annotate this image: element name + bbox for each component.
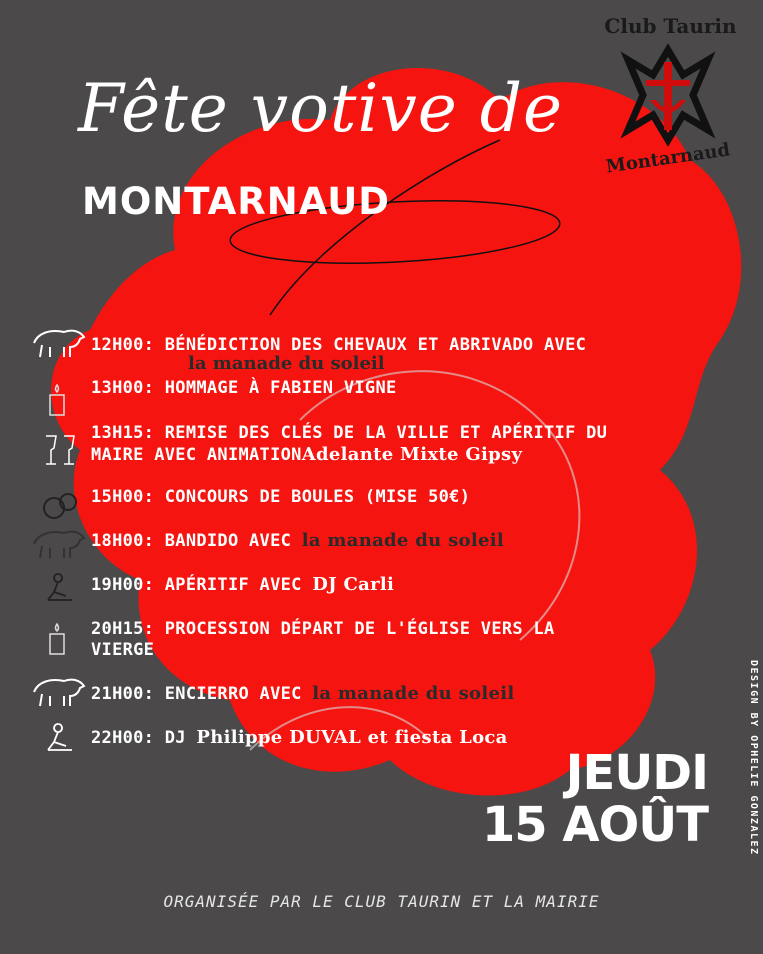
schedule-item-3-line2: MAIRE AVEC ANIMATIONAdelante Mixte Gipsy [91,444,523,465]
candle-icon [46,622,68,656]
schedule-item-6-highlight: DJ Carli [312,574,395,595]
schedule-item-5: 18H00: BANDIDO AVEC la manade du soleil [91,530,504,551]
bull-icon [30,672,88,710]
schedule-item-1-highlight: la manade du soleil [188,353,385,374]
schedule-item-3-highlight: Adelante Mixte Gipsy [301,444,523,465]
dj-icon [44,570,76,604]
bull-icon [30,323,88,361]
schedule-item-9-highlight: Philippe DUVAL et fiesta Loca [196,727,508,748]
footer-organizer: ORGANISÉE PAR LE CLUB TAURIN ET LA MAIRIE [163,892,600,911]
schedule-item-6: 19H00: APÉRITIF AVEC DJ Carli [91,574,395,595]
schedule-item-7: 20H15: PROCESSION DÉPART DE L'ÉGLISE VERS LA [91,619,555,639]
schedule-item-3: 13H15: REMISE DES CLÉS DE LA VILLE ET APÉRITIF DU [91,423,608,443]
schedule-item-8-highlight: la manade du soleil [312,683,515,704]
schedule-item-4: 15H00: CONCOURS DE BOULES (MISE 50€) [91,487,471,507]
club-name-top: Club Taurin [604,14,737,38]
design-credit: DESIGN BY OPHELIE GONZALEZ [748,660,759,856]
schedule-item-5-highlight: la manade du soleil [301,530,504,551]
schedule-item-1: 12H00: BÉNÉDICTION DES CHEVAUX ET ABRIVADO AVEC [91,335,587,355]
title-main: MONTARNAUD [82,180,390,223]
title-script: Fête votive de [78,70,564,147]
occitan-cross-icon [608,40,728,150]
club-name-bottom: Montarnaud [604,139,732,178]
candle-icon [46,383,68,417]
schedule-item-8: 21H00: ENCIERRO AVEC la manade du soleil [91,683,515,704]
bull-icon [30,524,88,562]
date-day: JEUDI [565,745,708,801]
schedule-item-9: 22H00: DJ Philippe DUVAL et fiesta Loca [91,727,508,748]
boules-icon [42,490,78,520]
schedule-item-7-line2: VIERGE [91,640,155,660]
dj-icon [44,720,76,754]
date-full: 15 AOÛT [481,797,708,853]
schedule-item-2: 13H00: HOMMAGE À FABIEN VIGNE [91,378,397,398]
glasses-icon [40,430,80,470]
